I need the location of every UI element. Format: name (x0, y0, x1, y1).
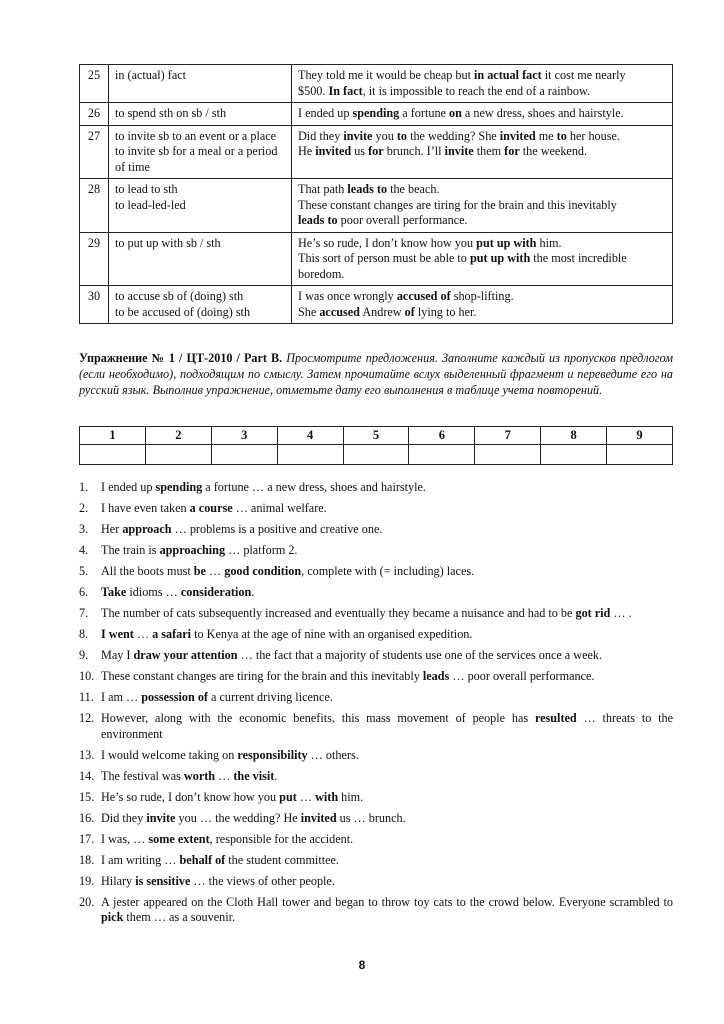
text-fragment: … (133, 627, 153, 641)
exercise-item (79, 543, 673, 559)
answer-cell[interactable] (607, 445, 673, 465)
exercise-item (79, 748, 673, 764)
text-fragment: shop-lifting. (450, 289, 514, 303)
item-number: 13. (79, 747, 95, 762)
item-number: 12. (79, 711, 95, 725)
expression-line: to invite sb to an event or a place (115, 128, 277, 143)
text-fragment: Did they (298, 128, 344, 143)
item-text (101, 648, 602, 662)
page-number: 8 (358, 958, 366, 972)
bold-fragment: consideration (180, 585, 252, 599)
text-fragment: All the boots must (101, 564, 194, 578)
text-fragment: them (473, 144, 505, 158)
exercise-item (79, 874, 673, 890)
text-fragment: He’s so rude, I don’t know how you (101, 789, 280, 804)
vocab-expression (109, 179, 292, 233)
expression-line: to spend sth on sb / sth (115, 106, 227, 120)
text-fragment: May I (101, 648, 134, 662)
vocab-expression (109, 103, 292, 126)
text-fragment: A jester appeared on the Cloth Hall tower and began to throw toy cats to the crowd below. Everyone scrambled to (101, 894, 673, 909)
answer-grid-header-cell: 9 (607, 427, 673, 445)
exercise-item (79, 522, 673, 538)
bold-fragment: a safari (152, 627, 192, 641)
bold-fragment: leads to (298, 213, 338, 227)
text-fragment: the weekend. (519, 144, 588, 158)
text-fragment: Her (101, 522, 123, 536)
item-number: 4. (79, 543, 89, 557)
vocab-expression (109, 125, 292, 179)
bold-fragment: approach (122, 522, 172, 536)
text-fragment: … platform 2. (225, 543, 298, 557)
vocab-examples (292, 232, 673, 286)
answer-grid-header-cell: 4 (277, 427, 343, 445)
item-number: 3. (79, 522, 89, 536)
vocab-row (80, 179, 673, 233)
vocab-examples (292, 179, 673, 233)
answer-cell[interactable] (409, 445, 475, 465)
text-fragment: a fortune (399, 106, 449, 120)
exercise-item (79, 690, 673, 706)
bold-fragment: leads to (347, 182, 388, 196)
item-number: 8. (79, 627, 89, 641)
vocab-row-number: 27 (80, 125, 109, 179)
answer-cell[interactable] (277, 445, 343, 465)
text-fragment: The festival was (101, 768, 184, 783)
text-fragment: brunch. I’ll (383, 144, 445, 158)
example-line (298, 68, 666, 84)
item-text (101, 748, 359, 762)
vocab-row (80, 125, 673, 179)
text-fragment: This sort of person must be able to (298, 251, 470, 265)
answer-cell[interactable] (475, 445, 541, 465)
item-text (101, 874, 335, 888)
bold-fragment: to (556, 128, 567, 143)
exercise-item (79, 627, 673, 643)
bold-fragment: a course (189, 501, 233, 515)
answer-grid-header-cell: 1 (80, 427, 146, 445)
text-fragment: She (298, 304, 320, 319)
answer-grid-header-cell: 6 (409, 427, 475, 445)
example-line (298, 251, 666, 267)
text-fragment: a new dress, shoes and hairstyle. (461, 106, 624, 120)
item-number: 14. (79, 768, 95, 783)
text-fragment: a current driving licence. (208, 690, 333, 704)
item-text (101, 811, 406, 825)
exercise-item (79, 895, 673, 926)
bold-fragment: resulted (534, 711, 577, 725)
exercise-item (79, 711, 673, 742)
item-number: 5. (79, 564, 89, 578)
text-fragment: … threats to the environment (101, 711, 673, 741)
vocab-row-number: 25 (80, 65, 109, 103)
vocab-expression (109, 65, 292, 103)
bold-fragment: spending (352, 106, 400, 120)
item-number: 1. (79, 480, 89, 494)
item-number: 7. (79, 606, 89, 620)
expression-line: to lead to sth (115, 182, 178, 196)
bold-fragment: invited (300, 810, 337, 825)
item-text (101, 769, 277, 783)
text-fragment: poor overall performance. (337, 213, 468, 227)
example-line (298, 305, 666, 321)
example-line (298, 144, 666, 160)
answer-cell[interactable] (541, 445, 607, 465)
text-fragment: Hilary (101, 873, 136, 888)
vocab-row (80, 232, 673, 286)
vocab-row-number: 29 (80, 232, 109, 286)
text-fragment: , it is impossible to reach the end of a rainbow. (362, 83, 591, 98)
bold-fragment: in actual fact (474, 68, 542, 82)
example-line (298, 289, 666, 305)
item-text (101, 711, 673, 741)
text-fragment: you … the wedding? He (175, 810, 301, 825)
bold-fragment: to (396, 128, 408, 143)
text-fragment: … the fact that a majority of students use one of the services once a week. (237, 648, 603, 662)
bold-fragment: I went (101, 627, 134, 641)
bold-fragment: on (449, 106, 462, 120)
bold-fragment: for (368, 144, 384, 158)
item-number: 20. (79, 894, 95, 909)
bold-fragment: responsibility (237, 747, 308, 762)
text-fragment: us (351, 144, 369, 158)
text-fragment: However, along with the economic benefits, this mass movement of people has (101, 711, 535, 725)
item-number: 17. (79, 831, 95, 846)
bold-fragment: accused (319, 304, 360, 319)
vocab-examples (292, 125, 673, 179)
text-fragment: These constant changes are tiring for the brain and this inevitably (101, 669, 423, 683)
bold-fragment: behalf of (179, 852, 226, 867)
bold-fragment: spending (155, 480, 203, 494)
text-fragment: you (372, 128, 397, 143)
text-fragment: I am … (101, 690, 142, 704)
example-line (298, 129, 666, 145)
bold-fragment: put up with (476, 235, 537, 250)
text-fragment: it cost me nearly (541, 68, 626, 82)
text-fragment: They told me it would be cheap but (298, 68, 474, 82)
vocab-row-number: 30 (80, 286, 109, 324)
exercise-item (79, 832, 673, 848)
item-text (101, 543, 297, 557)
bold-fragment: In fact (328, 83, 363, 98)
text-fragment: , responsible for the accident. (209, 831, 354, 846)
text-fragment: I ended up (101, 480, 156, 494)
vocab-examples (292, 65, 673, 103)
expression-line: to be accused of (doing) sth (115, 304, 251, 319)
text-fragment: a fortune … a new dress, shoes and hairstyle. (202, 480, 426, 494)
text-fragment: … animal welfare. (232, 501, 327, 515)
example-line (298, 106, 666, 122)
text-fragment: I have even taken (101, 501, 190, 515)
item-number: 15. (79, 789, 95, 804)
text-fragment: the most incredible (530, 251, 627, 265)
text-fragment: He (298, 144, 316, 158)
vocab-expression (109, 232, 292, 286)
answer-grid-header-cell: 5 (343, 427, 409, 445)
text-fragment: … . (610, 606, 632, 620)
bold-fragment: possession of (141, 690, 208, 704)
example-line (298, 84, 666, 100)
exercise-item (79, 501, 673, 517)
bold-fragment: got rid (575, 606, 611, 620)
text-fragment: them … as a souvenir. (123, 910, 236, 924)
item-number: 10. (79, 669, 95, 683)
example-line (298, 182, 666, 198)
example-line (298, 198, 666, 214)
answer-grid-header-cell: 8 (541, 427, 607, 445)
bold-fragment: good condition (224, 564, 302, 578)
bold-fragment: draw your attention (133, 648, 238, 662)
exercise-instructions: Просмотрите предложения. Заполните каждый из пропусков предлогом (если необходимо), подходящим по смыслу. Затем прочитайте вслух выделенный фрагмент и переведите его на русский язык. Выполнив упражнение, отметьте дату его выполнения в таблице учета повторений. (79, 351, 673, 397)
item-number: 16. (79, 810, 95, 825)
bold-fragment: be (193, 564, 206, 578)
vocab-examples (292, 103, 673, 126)
answer-cell[interactable] (343, 445, 409, 465)
exercise-title: Упражнение № 1 / ЦТ-2010 / Part B. (79, 351, 283, 365)
vocab-row-number: 28 (80, 179, 109, 233)
item-text (101, 522, 382, 536)
bold-fragment: leads (422, 669, 450, 683)
exercise-item (79, 606, 673, 622)
text-fragment: $500. (298, 83, 329, 98)
text-fragment: I was, … (101, 831, 149, 846)
expression-line: to invite sb for a meal or a period of time (115, 144, 278, 174)
expression-line: to accuse sb of (doing) sth (115, 289, 244, 303)
item-number: 6. (79, 585, 89, 599)
text-fragment: him. (536, 235, 562, 250)
bold-fragment: invite (444, 144, 474, 158)
answer-cell[interactable] (211, 445, 277, 465)
text-fragment: These constant changes are tiring for the brain and this inevitably (298, 197, 617, 212)
item-number: 18. (79, 852, 95, 867)
answer-grid-header-cell: 3 (211, 427, 277, 445)
text-fragment: I was once wrongly (298, 289, 397, 303)
item-text (101, 585, 254, 599)
item-text (101, 480, 426, 494)
text-fragment: … (296, 789, 316, 804)
bold-fragment: with (315, 789, 339, 804)
item-number: 9. (79, 648, 89, 662)
text-fragment: idioms … (126, 585, 181, 599)
text-fragment: … poor overall performance. (449, 669, 595, 683)
bold-fragment: the visit (233, 768, 275, 783)
answer-grid-header-row (80, 427, 673, 445)
bold-fragment: pick (101, 910, 124, 924)
exercise-item (79, 585, 673, 601)
text-fragment: him. (338, 789, 364, 804)
example-line (298, 213, 666, 229)
text-fragment: to Kenya at the age of nine with an organised expedition. (191, 627, 473, 641)
item-text (101, 669, 594, 683)
exercise-item (79, 669, 673, 685)
text-fragment: … problems is a positive and creative one. (171, 522, 383, 536)
bold-fragment: put up with (469, 251, 531, 265)
text-fragment: I ended up (298, 106, 353, 120)
exercise-item (79, 790, 673, 806)
text-fragment: , complete with (= including) laces. (301, 564, 475, 578)
exercise-item (79, 648, 673, 664)
item-text (101, 690, 333, 704)
item-number: 2. (79, 501, 89, 515)
vocab-row-number: 26 (80, 103, 109, 126)
vocab-row (80, 103, 673, 126)
answer-grid-header-cell: 2 (145, 427, 211, 445)
example-line (298, 267, 666, 283)
vocab-row (80, 286, 673, 324)
expression-line: to put up with sb / sth (115, 235, 221, 250)
bold-fragment: invited (499, 128, 536, 143)
bold-fragment: some extent (148, 831, 210, 846)
vocab-examples (292, 286, 673, 324)
bold-fragment: approaching (159, 543, 226, 557)
bold-fragment: for (504, 144, 520, 158)
exercise-item (79, 853, 673, 869)
text-fragment: He’s so rude, I don’t know how you (298, 235, 477, 250)
item-text (101, 832, 353, 846)
text-fragment: us … brunch. (336, 810, 406, 825)
expression-line: to lead-led-led (115, 197, 186, 212)
vocabulary-table (79, 64, 673, 324)
text-fragment: … others. (307, 747, 359, 762)
bold-fragment: of (404, 304, 415, 319)
answer-grid-input-row (80, 445, 673, 465)
item-text (101, 564, 474, 578)
text-fragment: … (205, 564, 225, 578)
item-text (101, 853, 339, 867)
text-fragment: That path (298, 182, 348, 196)
exercise-item (79, 564, 673, 580)
text-fragment: Andrew (359, 304, 405, 319)
answer-grid (79, 426, 673, 465)
text-fragment: The train is (101, 543, 160, 557)
text-fragment: the beach. (387, 182, 440, 196)
text-fragment: The number of cats subsequently increased and eventually they became a nuisance and had to be (101, 606, 576, 620)
text-fragment: . (274, 768, 278, 783)
text-fragment: the student committee. (225, 852, 339, 867)
item-text (101, 501, 327, 515)
vocabulary-table-body (80, 65, 673, 324)
bold-fragment: worth (183, 768, 216, 783)
item-text (101, 627, 472, 641)
text-fragment: … (215, 768, 234, 783)
text-fragment: her house. (566, 128, 620, 143)
item-text (101, 606, 632, 620)
exercise-item (79, 769, 673, 785)
example-line (298, 236, 666, 252)
exercise-item (79, 811, 673, 827)
expression-line: in (actual) fact (115, 68, 187, 82)
answer-cell[interactable] (80, 445, 146, 465)
text-fragment: boredom. (298, 266, 345, 281)
exercise-header (79, 351, 673, 398)
bold-fragment: invited (315, 144, 352, 158)
answer-cell[interactable] (145, 445, 211, 465)
bold-fragment: invite (343, 128, 373, 143)
vocab-expression (109, 286, 292, 324)
text-fragment: I am writing … (101, 852, 180, 867)
answer-grid-header-cell: 7 (475, 427, 541, 445)
exercise-items (79, 480, 673, 931)
bold-fragment: accused of (396, 289, 451, 303)
text-fragment: lying to her. (414, 304, 477, 319)
text-fragment: . (251, 585, 255, 599)
text-fragment: me (535, 128, 557, 143)
item-text (101, 895, 673, 925)
vocab-row (80, 65, 673, 103)
item-text (101, 790, 363, 804)
item-number: 19. (79, 873, 95, 888)
text-fragment: … the views of other people. (190, 873, 335, 888)
bold-fragment: put (279, 789, 297, 804)
bold-fragment: is sensitive (135, 873, 191, 888)
exercise-item (79, 480, 673, 496)
text-fragment: the wedding? She (407, 128, 500, 143)
text-fragment: I would welcome taking on (101, 747, 238, 762)
bold-fragment: Take (101, 585, 127, 599)
text-fragment: Did they (101, 810, 147, 825)
item-number: 11. (79, 690, 94, 704)
bold-fragment: invite (146, 810, 176, 825)
